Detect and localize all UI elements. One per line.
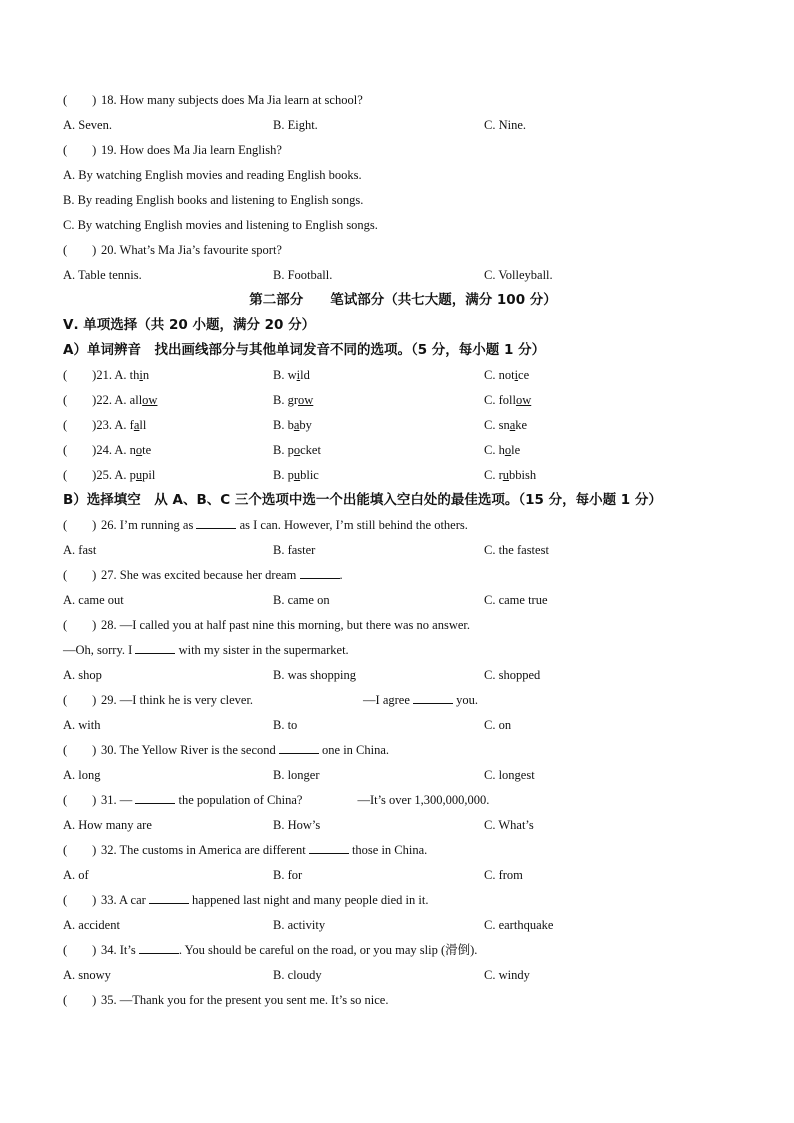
- word: note: [129, 443, 152, 457]
- word: B. public: [273, 468, 319, 482]
- answer-blank: [300, 565, 340, 579]
- phonics-row: [63, 363, 743, 388]
- answer-paren: ( ): [63, 793, 97, 807]
- answer-blank: [139, 940, 179, 954]
- question-20: [63, 238, 743, 263]
- option-c: C. Nine.: [484, 118, 527, 132]
- option-a: A. How many are: [63, 818, 152, 832]
- option-c: [484, 363, 529, 388]
- phonics-row: [63, 413, 743, 438]
- question: ( ) 27. She was excited because her dream .: [63, 563, 743, 588]
- answer-paren: ( ): [63, 568, 97, 582]
- underlined-letters: o: [293, 443, 301, 457]
- word: C. notice: [484, 368, 530, 382]
- options-row: [63, 763, 743, 788]
- underlined-letters: a: [133, 418, 140, 432]
- answer-paren: ( ): [63, 368, 97, 382]
- option-a: A. fast: [63, 543, 97, 557]
- option-b: B. How’s: [273, 818, 321, 832]
- question-stem: 19. How does Ma Jia learn English?: [101, 143, 282, 157]
- word: C. follow: [484, 393, 532, 407]
- answer-paren: ( ): [63, 993, 97, 1007]
- word: thin: [129, 368, 150, 382]
- underlined-letters: i: [139, 368, 143, 382]
- options-row: [63, 588, 743, 613]
- option-c: [484, 413, 527, 438]
- option-a: ( )22. A. allow: [63, 393, 158, 407]
- word: C. snake: [484, 418, 528, 432]
- option-a: A. accident: [63, 918, 120, 932]
- section-b-heading: B）选择填空 从 A、B、C 三个选项中选一个出能填入空白处的最佳选项。（15 分，每小题 1 分）: [63, 492, 662, 508]
- option-c: C. from: [484, 868, 523, 882]
- option-b: [273, 413, 484, 438]
- option-c: C. windy: [484, 968, 530, 982]
- option-c: [484, 463, 536, 488]
- option-a: A. By watching English movies and reading English books.: [63, 168, 362, 182]
- option-b: B. faster: [273, 543, 316, 557]
- option-a: A. Seven.: [63, 118, 112, 132]
- word: C. rubbish: [484, 468, 537, 482]
- option-a: A. with: [63, 718, 101, 732]
- underlined-letters: u: [293, 468, 301, 482]
- option-c: C. By watching English movies and listening to English songs.: [63, 218, 378, 232]
- answer-paren: ( ): [63, 393, 97, 407]
- word: fall: [129, 418, 147, 432]
- question: ( ) 30. The Yellow River is the second one in China.: [63, 738, 743, 763]
- phonics-row: [63, 463, 743, 488]
- option-a: A. of: [63, 868, 89, 882]
- multiple-choice-list: [63, 513, 743, 1013]
- option-b: B. to: [273, 718, 298, 732]
- option-a: ( )21. A. thin: [63, 368, 150, 382]
- answer-paren: ( ): [63, 518, 97, 532]
- answer-paren: ( ): [63, 893, 97, 907]
- option-b: B. was shopping: [273, 668, 356, 682]
- option-b: B. cloudy: [273, 968, 322, 982]
- word: C. hole: [484, 443, 521, 457]
- word: B. wild: [273, 368, 310, 382]
- question-19: [63, 138, 743, 163]
- answer-blank: [279, 740, 319, 754]
- section-v-heading: Ⅴ. 单项选择（共 20 小题，满分 20 分）: [63, 317, 316, 333]
- question: ( ) 32. The customs in America are different those in China.: [63, 838, 743, 863]
- question-stem: 20. What’s Ma Jia’s favourite sport?: [101, 243, 282, 257]
- underlined-letters: o: [504, 443, 512, 457]
- underlined-letters: u: [135, 468, 143, 482]
- exam-page: [63, 88, 743, 1013]
- options-20: [63, 263, 743, 288]
- word: B. baby: [273, 418, 312, 432]
- question-stem: 18. How many subjects does Ma Jia learn at school?: [101, 93, 363, 107]
- option-c: [484, 388, 531, 413]
- underlined-letters: a: [293, 418, 300, 432]
- dialogue-line: —Oh, sorry. I with my sister in the supermarket.: [63, 638, 743, 663]
- answer-paren: ( ): [63, 143, 97, 157]
- part-two-title: 第二部分 笔试部分（共七大题，满分 100 分）: [249, 292, 557, 308]
- underlined-letters: ow: [142, 393, 158, 407]
- options-row: [63, 713, 743, 738]
- question: ( ) 26. I’m running as as I can. However, I’m still behind the others.: [63, 513, 743, 538]
- answer-paren: ( ): [63, 843, 97, 857]
- underlined-letters: ow: [298, 393, 314, 407]
- option-c: C. came true: [484, 593, 548, 607]
- phonics-row: [63, 438, 743, 463]
- word: B. pocket: [273, 443, 321, 457]
- section-a-heading: A）单词辨音 找出画线部分与其他单词发音不同的选项。（5 分，每小题 1 分）: [63, 342, 546, 358]
- option-b: B. for: [273, 868, 303, 882]
- answer-paren: ( ): [63, 943, 97, 957]
- option-c: C. longest: [484, 768, 535, 782]
- option-a: A. long: [63, 768, 101, 782]
- options-row: [63, 813, 743, 838]
- underlined-letters: a: [509, 418, 516, 432]
- question: ( ) 33. A car happened last night and many people died in it.: [63, 888, 743, 913]
- option-b: B. longer: [273, 768, 320, 782]
- option-b: B. activity: [273, 918, 326, 932]
- underlined-letters: i: [296, 368, 301, 382]
- option-b: [273, 463, 484, 488]
- answer-paren: ( ): [63, 443, 97, 457]
- option-c: [484, 438, 520, 463]
- answer-paren: ( ): [63, 468, 97, 482]
- answer-blank: [135, 790, 175, 804]
- option-c: C. earthquake: [484, 918, 554, 932]
- option-c: C. Volleyball.: [484, 268, 553, 282]
- option-a: A. snowy: [63, 968, 111, 982]
- options-row: [63, 863, 743, 888]
- answer-paren: ( ): [63, 743, 97, 757]
- option-c: C. shopped: [484, 668, 541, 682]
- word: allow: [129, 393, 158, 407]
- option-b: [273, 388, 484, 413]
- underlined-letters: i: [514, 368, 519, 382]
- option-a: ( )25. A. pupil: [63, 468, 156, 482]
- question: ( ) 34. It’s . You should be careful on the road, or you may slip (滑倒).: [63, 938, 743, 963]
- question: ( ) 29. —I think he is very clever. —I agree you.: [63, 688, 743, 713]
- option-b: B. Football.: [273, 268, 333, 282]
- answer-paren: ( ): [63, 243, 97, 257]
- answer-paren: ( ): [63, 693, 97, 707]
- answer-blank: [135, 640, 175, 654]
- option-c: C. the fastest: [484, 543, 549, 557]
- question: ( ) 35. —Thank you for the present you sent me. It’s so nice.: [63, 988, 743, 1013]
- answer-paren: ( ): [63, 618, 97, 632]
- question-18: [63, 88, 743, 113]
- phonics-list: [63, 363, 743, 488]
- options-row: [63, 963, 743, 988]
- option-b: B. By reading English books and listening to English songs.: [63, 193, 364, 207]
- option-a: ( )23. A. fall: [63, 418, 147, 432]
- underlined-letters: u: [502, 468, 509, 482]
- options-row: [63, 538, 743, 563]
- answer-blank: [309, 840, 349, 854]
- option-b: B. came on: [273, 593, 330, 607]
- option-a: A. shop: [63, 668, 102, 682]
- options-18: [63, 113, 743, 138]
- answer-paren: ( ): [63, 93, 97, 107]
- options-row: [63, 663, 743, 688]
- word: B. grow: [273, 393, 314, 407]
- question: ( ) 28. —I called you at half past nine this morning, but there was no answer.: [63, 613, 743, 638]
- option-a: ( )24. A. note: [63, 443, 152, 457]
- word: pupil: [129, 468, 156, 482]
- option-a: A. Table tennis.: [63, 268, 142, 282]
- question: ( ) 31. — the population of China? —It’s over 1,300,000,000.: [63, 788, 743, 813]
- answer-blank: [149, 890, 189, 904]
- option-c: C. on: [484, 718, 512, 732]
- options-row: [63, 913, 743, 938]
- option-a: A. came out: [63, 593, 124, 607]
- phonics-row: [63, 388, 743, 413]
- answer-paren: ( ): [63, 418, 97, 432]
- underlined-letters: o: [135, 443, 143, 457]
- option-b: B. Eight.: [273, 118, 318, 132]
- answer-blank: [413, 690, 453, 704]
- option-b: [273, 438, 484, 463]
- option-b: [273, 363, 484, 388]
- option-c: C. What’s: [484, 818, 534, 832]
- underlined-letters: ow: [515, 393, 532, 407]
- answer-blank: [196, 515, 236, 529]
